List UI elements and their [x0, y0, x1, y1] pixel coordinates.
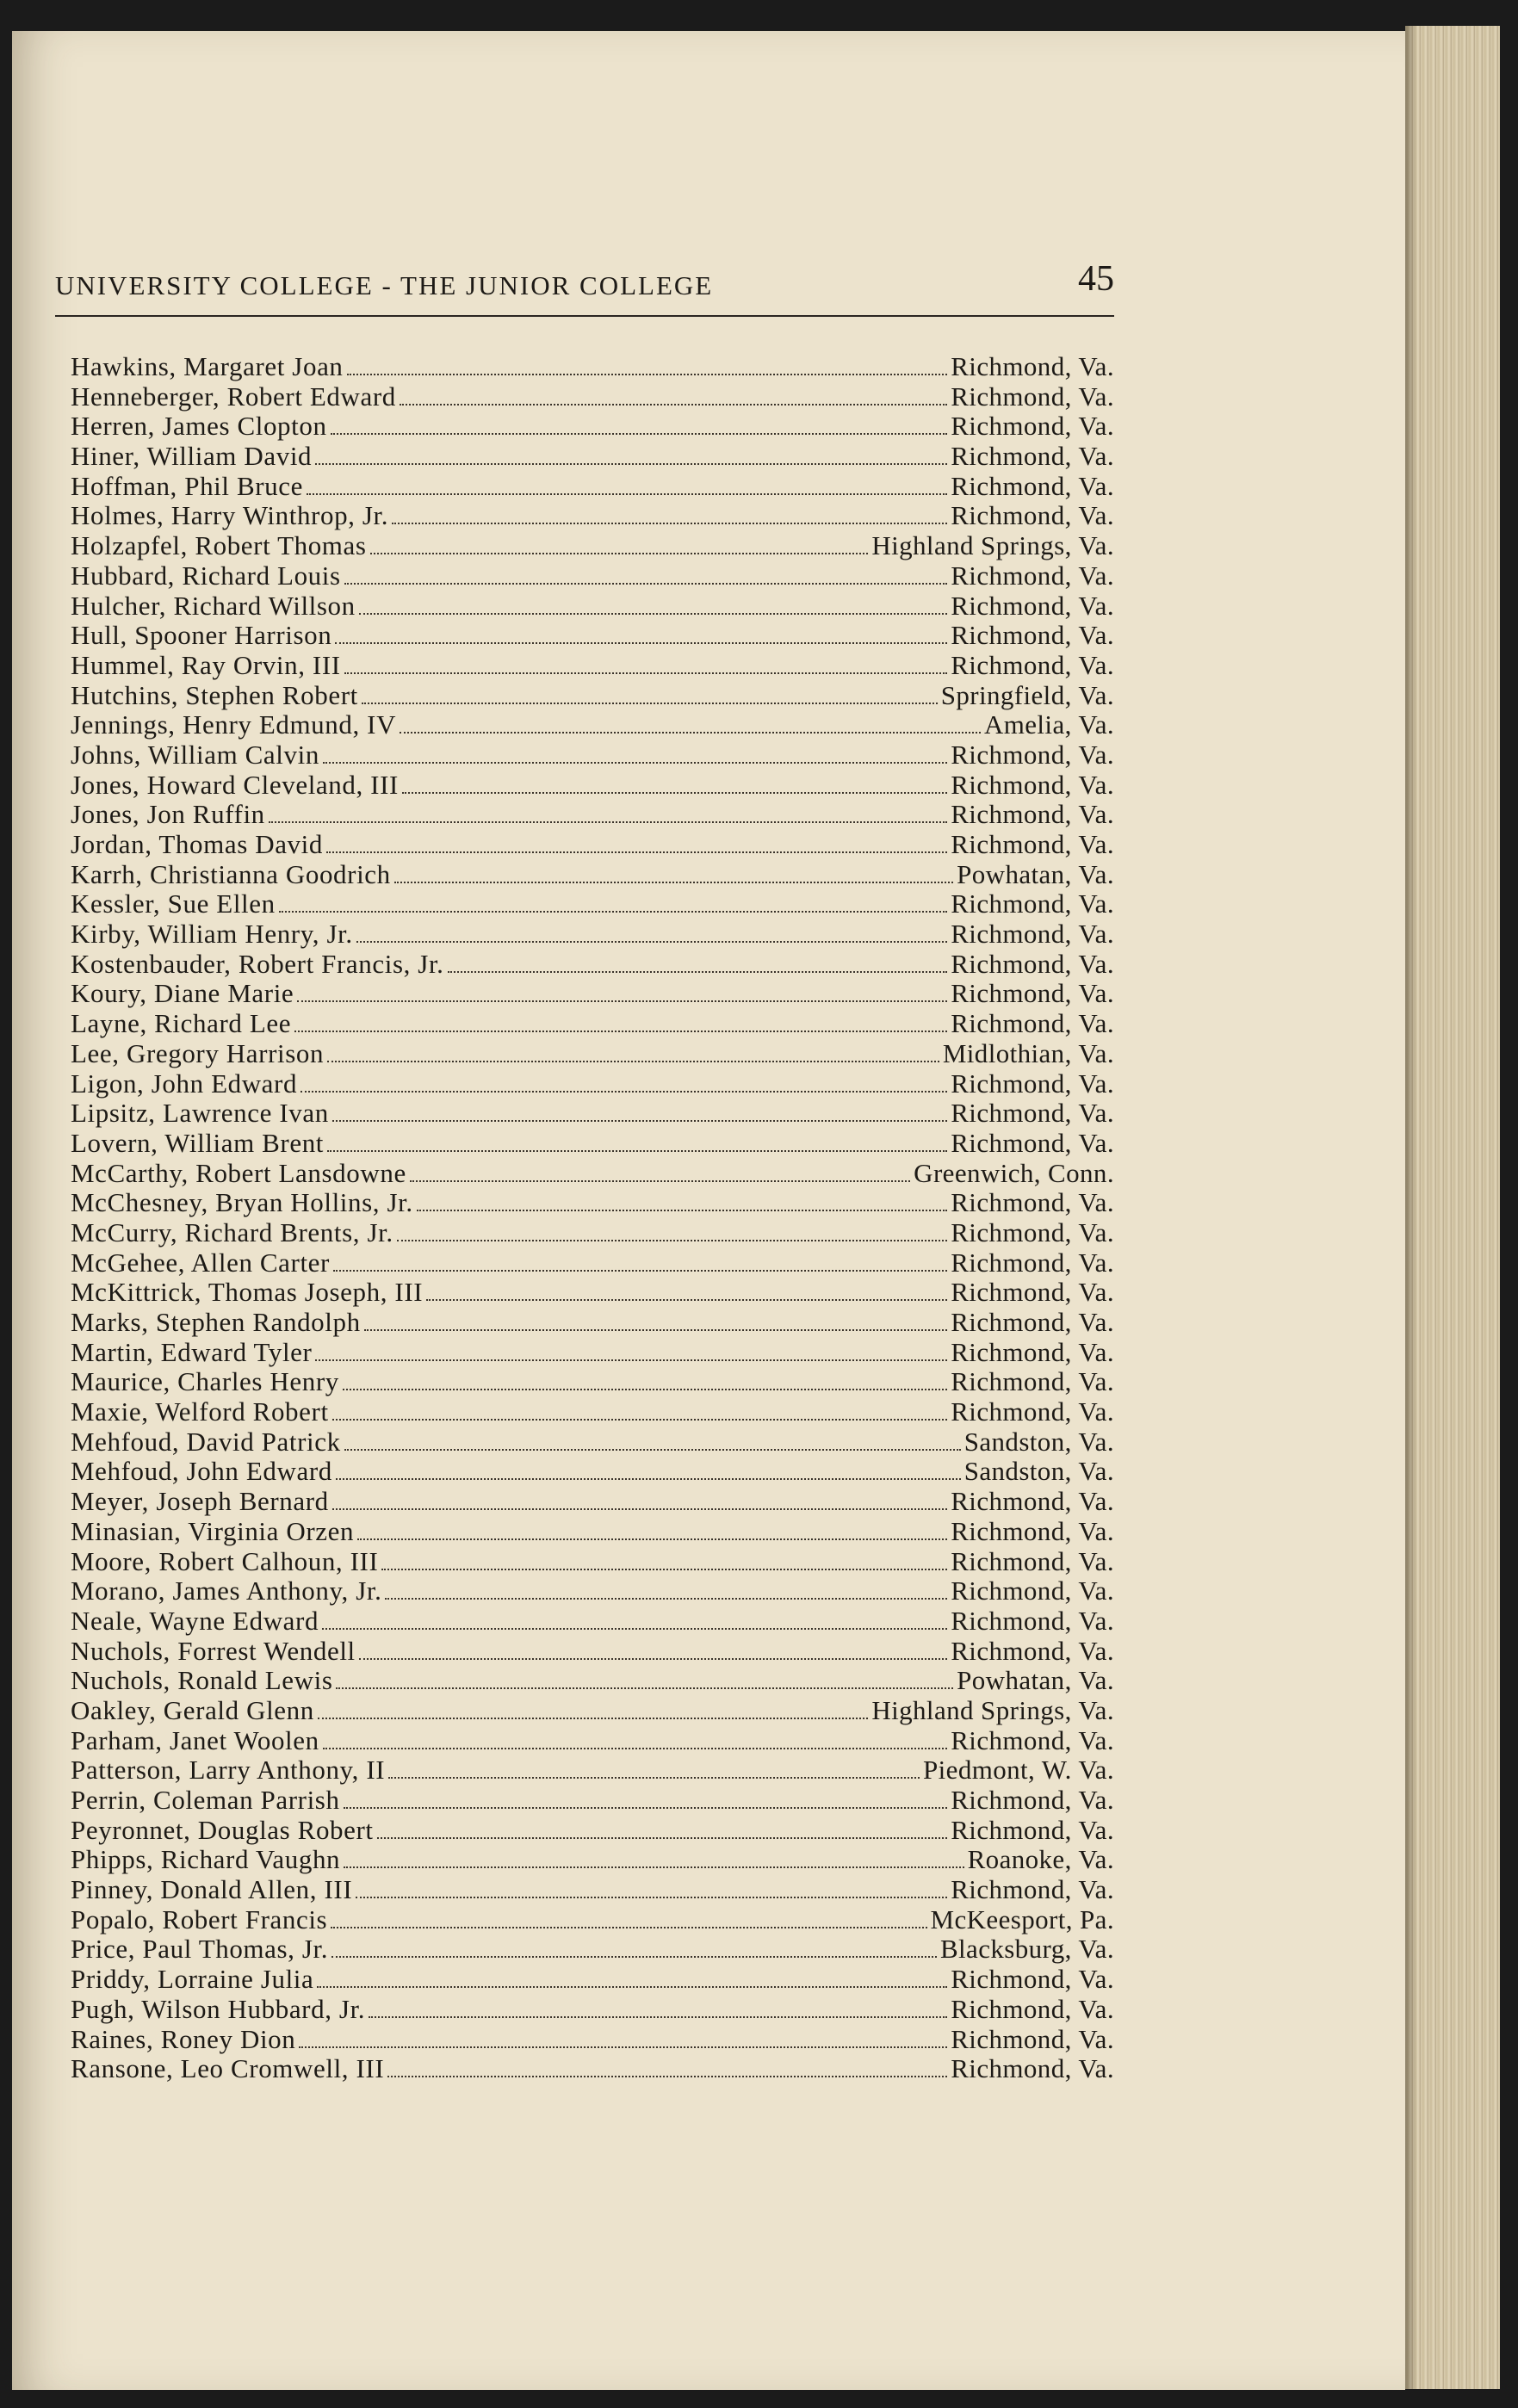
hometown: Richmond, Va. — [951, 769, 1114, 800]
list-item — [71, 1098, 1114, 1128]
list-item — [71, 1277, 1114, 1307]
dot-leader — [327, 1149, 947, 1152]
dot-leader — [331, 1955, 937, 1958]
dot-leader — [400, 403, 947, 405]
hometown: Richmond, Va. — [951, 411, 1114, 442]
hometown: Richmond, Va. — [951, 560, 1114, 591]
list-item — [71, 560, 1114, 591]
student-name: Kirby, William Henry, Jr. — [71, 919, 353, 950]
student-name: Parham, Janet Woolen — [71, 1724, 319, 1755]
list-item — [71, 1427, 1114, 1457]
dot-leader — [369, 2015, 947, 2018]
dot-leader — [359, 1657, 947, 1660]
dot-leader — [332, 1418, 948, 1421]
list-item — [71, 1307, 1114, 1337]
hometown: Richmond, Va. — [951, 1187, 1114, 1218]
student-name: Johns, William Calvin — [71, 739, 319, 770]
dot-leader — [448, 970, 948, 973]
hometown: Richmond, Va. — [951, 1575, 1114, 1606]
student-name: Ligon, John Edward — [71, 1068, 298, 1099]
dot-leader — [343, 1388, 947, 1390]
hometown: Piedmont, W. Va. — [923, 1755, 1114, 1786]
header-title: UNIVERSITY COLLEGE - THE JUNIOR COLLEGE — [55, 270, 714, 300]
student-name: Maxie, Welford Robert — [71, 1396, 329, 1427]
dot-leader — [356, 940, 948, 943]
hometown: Sandston, Va. — [963, 1456, 1114, 1487]
dot-leader — [322, 1627, 947, 1630]
list-item — [71, 1008, 1114, 1038]
dot-leader — [333, 1269, 947, 1272]
list-item — [71, 1068, 1114, 1099]
student-name: Jordan, Thomas David — [71, 829, 323, 859]
dot-leader — [326, 851, 947, 853]
student-name: Popalo, Robert Francis — [71, 1903, 328, 1934]
hometown: Powhatan, Va. — [957, 858, 1114, 889]
student-name: Lee, Gregory Harrison — [71, 1037, 325, 1068]
dot-leader — [327, 1060, 939, 1062]
list-item — [71, 1158, 1114, 1188]
list-item — [71, 949, 1114, 979]
hometown: Richmond, Va. — [951, 739, 1114, 770]
dot-leader — [331, 1926, 926, 1928]
student-name: Neale, Wayne Edward — [71, 1605, 319, 1636]
student-name: Marks, Stephen Randolph — [71, 1307, 361, 1337]
list-item — [71, 1785, 1114, 1815]
page-number: 45 — [1078, 259, 1114, 299]
student-name: Karrh, Christianna Goodrich — [71, 858, 391, 889]
dot-leader — [392, 522, 947, 524]
book-page-edges — [1405, 26, 1500, 2389]
list-item — [71, 1665, 1114, 1695]
list-item — [71, 770, 1114, 800]
student-name: Hutchins, Stephen Robert — [71, 679, 358, 710]
student-name: Hummel, Ray Orvin, III — [71, 649, 341, 680]
dot-leader — [336, 1477, 961, 1480]
student-name: Jones, Jon Ruffin — [71, 799, 265, 830]
student-name: Mehfoud, John Edward — [71, 1456, 332, 1487]
dot-leader — [385, 1597, 947, 1600]
dot-leader — [388, 1776, 920, 1779]
hometown: Richmond, Va. — [951, 441, 1114, 472]
list-item — [71, 1964, 1114, 1994]
dot-leader — [357, 1538, 947, 1540]
hometown: Richmond, Va. — [951, 1098, 1114, 1129]
list-item — [71, 1904, 1114, 1934]
student-name: Hawkins, Margaret Joan — [71, 351, 344, 381]
student-name: Hiner, William David — [71, 441, 313, 472]
hometown: Richmond, Va. — [951, 888, 1114, 919]
hometown: Richmond, Va. — [951, 649, 1114, 680]
list-item — [71, 381, 1114, 412]
list-item — [71, 351, 1114, 381]
hometown: Richmond, Va. — [951, 1874, 1114, 1905]
list-item — [71, 411, 1114, 441]
running-header — [55, 258, 1114, 310]
hometown: Richmond, Va. — [951, 470, 1114, 501]
hometown: Roanoke, Va. — [967, 1844, 1114, 1875]
hometown: Richmond, Va. — [951, 1216, 1114, 1247]
list-item — [71, 1187, 1114, 1217]
dot-leader — [336, 1687, 953, 1689]
hometown: Richmond, Va. — [951, 948, 1114, 979]
hometown: Blacksburg, Va. — [939, 1934, 1114, 1965]
dot-leader — [344, 672, 948, 674]
student-name: Hoffman, Phil Bruce — [71, 470, 303, 501]
student-name: Lipsitz, Lawrence Ivan — [71, 1098, 329, 1129]
list-item — [71, 1396, 1114, 1427]
dot-leader — [317, 1985, 947, 1988]
student-directory-list — [71, 351, 1114, 2083]
page-edge-shadow — [1405, 26, 1417, 2389]
student-name: Martin, Edward Tyler — [71, 1336, 313, 1367]
dot-leader — [381, 1568, 947, 1570]
hometown: Richmond, Va. — [951, 1964, 1114, 1995]
dot-leader — [294, 1030, 947, 1032]
hometown: Richmond, Va. — [951, 1336, 1114, 1367]
list-item — [71, 799, 1114, 829]
list-item — [71, 1575, 1114, 1606]
hometown: Richmond, Va. — [951, 1068, 1114, 1099]
hometown: Richmond, Va. — [951, 829, 1114, 859]
hometown: Richmond, Va. — [951, 2023, 1114, 2054]
student-name: McKittrick, Thomas Joseph, III — [71, 1277, 424, 1308]
list-item — [71, 530, 1114, 560]
dot-leader — [301, 1090, 947, 1093]
dot-leader — [387, 2075, 947, 2077]
student-name: Koury, Diane Marie — [71, 978, 294, 1009]
dot-leader — [299, 2046, 947, 2048]
hometown: Richmond, Va. — [951, 1635, 1114, 1666]
student-name: Perrin, Coleman Parrish — [71, 1785, 340, 1815]
dot-leader — [344, 582, 948, 585]
student-name: Hull, Spooner Harrison — [71, 620, 332, 651]
dot-leader — [356, 1896, 947, 1898]
student-name: Hulcher, Richard Willson — [71, 590, 356, 621]
hometown: Richmond, Va. — [951, 919, 1114, 950]
student-name: Moore, Robert Calhoun, III — [71, 1545, 379, 1576]
hometown: Richmond, Va. — [951, 1515, 1114, 1546]
hometown: Richmond, Va. — [951, 1545, 1114, 1576]
list-item — [71, 1337, 1114, 1367]
list-item — [71, 859, 1114, 889]
list-item — [71, 1755, 1114, 1785]
student-name: Pinney, Donald Allen, III — [71, 1874, 353, 1905]
dot-leader — [370, 552, 869, 554]
dot-leader — [362, 702, 938, 704]
hometown: Richmond, Va. — [951, 381, 1114, 412]
list-item — [71, 680, 1114, 710]
list-item — [71, 829, 1114, 859]
student-name: McCurry, Richard Brents, Jr. — [71, 1216, 393, 1247]
hometown: McKeesport, Pa. — [930, 1903, 1114, 1934]
hometown: Richmond, Va. — [951, 2053, 1114, 2084]
hometown: Richmond, Va. — [951, 978, 1114, 1009]
student-name: McGehee, Allen Carter — [71, 1247, 330, 1278]
dot-leader — [269, 820, 947, 823]
hometown: Richmond, Va. — [951, 1814, 1114, 1845]
hometown: Richmond, Va. — [951, 799, 1114, 830]
student-name: Mehfoud, David Patrick — [71, 1426, 341, 1457]
student-name: Priddy, Lorraine Julia — [71, 1964, 314, 1995]
hometown: Richmond, Va. — [951, 1993, 1114, 2024]
dot-leader — [335, 641, 947, 644]
dot-leader — [344, 1866, 963, 1868]
dot-leader — [377, 1836, 948, 1839]
dot-leader — [397, 1239, 948, 1241]
list-item — [71, 1844, 1114, 1874]
list-item — [71, 1934, 1114, 1964]
dot-leader — [315, 1359, 947, 1361]
dot-leader — [402, 791, 947, 794]
list-item — [71, 1695, 1114, 1725]
hometown: Richmond, Va. — [951, 1366, 1114, 1397]
student-name: Layne, Richard Lee — [71, 1008, 292, 1039]
student-name: Peyronnet, Douglas Robert — [71, 1814, 374, 1845]
list-item — [71, 2053, 1114, 2083]
list-item — [71, 1874, 1114, 1904]
list-item — [71, 1994, 1114, 2024]
student-name: Lovern, William Brent — [71, 1127, 325, 1158]
student-name: McChesney, Bryan Hollins, Jr. — [71, 1187, 413, 1218]
list-item — [71, 1516, 1114, 1546]
student-name: Herren, James Clopton — [71, 411, 327, 442]
list-item — [71, 441, 1114, 471]
student-name: Ransone, Leo Cromwell, III — [71, 2053, 385, 2084]
dot-leader — [323, 761, 947, 764]
list-item — [71, 1725, 1114, 1755]
list-item — [71, 888, 1114, 919]
student-name: Holzapfel, Robert Thomas — [71, 530, 367, 561]
dot-leader — [410, 1179, 910, 1182]
hometown: Richmond, Va. — [951, 1247, 1114, 1278]
list-item — [71, 500, 1114, 530]
hometown: Richmond, Va. — [951, 1127, 1114, 1158]
list-item — [71, 978, 1114, 1008]
dot-leader — [332, 1507, 947, 1510]
dot-leader — [344, 1448, 961, 1451]
hometown: Richmond, Va. — [951, 1605, 1114, 1636]
student-name: Raines, Roney Dion — [71, 2023, 296, 2054]
dot-leader — [426, 1298, 947, 1301]
dot-leader — [323, 1747, 948, 1749]
dot-leader — [400, 731, 981, 734]
list-item — [71, 740, 1114, 770]
student-name: Holmes, Harry Winthrop, Jr. — [71, 500, 389, 531]
student-name: Nuchols, Forrest Wendell — [71, 1635, 356, 1666]
student-name: Nuchols, Ronald Lewis — [71, 1665, 333, 1696]
student-name: Morano, James Anthony, Jr. — [71, 1575, 382, 1606]
student-name: Minasian, Virginia Orzen — [71, 1515, 355, 1546]
list-item — [71, 1486, 1114, 1516]
hometown: Richmond, Va. — [951, 351, 1114, 381]
dot-leader — [364, 1328, 948, 1331]
hometown: Highland Springs, Va. — [871, 1694, 1114, 1725]
student-name: McCarthy, Robert Lansdowne — [71, 1157, 406, 1188]
list-item — [71, 591, 1114, 621]
list-item — [71, 1546, 1114, 1576]
hometown: Amelia, Va. — [983, 709, 1114, 740]
dot-leader — [394, 881, 953, 883]
hometown: Richmond, Va. — [951, 1724, 1114, 1755]
hometown: Highland Springs, Va. — [871, 530, 1114, 561]
dot-leader — [332, 1119, 947, 1122]
list-item — [71, 1606, 1114, 1636]
list-item — [71, 1217, 1114, 1247]
hometown: Springfield, Va. — [940, 679, 1114, 710]
dot-leader — [279, 910, 948, 913]
list-item — [71, 1456, 1114, 1486]
student-name: Hubbard, Richard Louis — [71, 560, 341, 591]
dot-leader — [315, 462, 947, 465]
list-item — [71, 650, 1114, 680]
dot-leader — [307, 492, 947, 495]
dot-leader — [318, 1717, 868, 1719]
hometown: Richmond, Va. — [951, 1396, 1114, 1427]
hometown: Greenwich, Conn. — [914, 1157, 1114, 1188]
list-item — [71, 1366, 1114, 1396]
dot-leader — [417, 1209, 948, 1211]
hometown: Sandston, Va. — [963, 1426, 1114, 1457]
student-name: Kostenbauder, Robert Francis, Jr. — [71, 948, 444, 979]
hometown: Richmond, Va. — [951, 1307, 1114, 1337]
student-name: Jones, Howard Cleveland, III — [71, 769, 399, 800]
hometown: Richmond, Va. — [951, 500, 1114, 531]
list-item — [71, 471, 1114, 501]
student-name: Pugh, Wilson Hubbard, Jr. — [71, 1993, 366, 2024]
list-item — [71, 1636, 1114, 1666]
list-item — [71, 1038, 1114, 1068]
student-name: Oakley, Gerald Glenn — [71, 1694, 314, 1725]
hometown: Richmond, Va. — [951, 590, 1114, 621]
student-name: Maurice, Charles Henry — [71, 1366, 339, 1397]
hometown: Richmond, Va. — [951, 1008, 1114, 1039]
student-name: Phipps, Richard Vaughn — [71, 1844, 341, 1875]
student-name: Patterson, Larry Anthony, II — [71, 1755, 386, 1786]
student-name: Meyer, Joseph Bernard — [71, 1486, 329, 1517]
list-item — [71, 1128, 1114, 1158]
list-item — [71, 709, 1114, 740]
header-rule — [55, 315, 1114, 317]
student-name: Henneberger, Robert Edward — [71, 381, 396, 412]
student-name: Price, Paul Thomas, Jr. — [71, 1934, 329, 1965]
list-item — [71, 2024, 1114, 2054]
hometown: Richmond, Va. — [951, 620, 1114, 651]
list-item — [71, 919, 1114, 949]
list-item — [71, 1815, 1114, 1845]
list-item — [71, 1247, 1114, 1278]
dot-leader — [344, 1806, 948, 1809]
hometown: Midlothian, Va. — [942, 1037, 1114, 1068]
student-name: Kessler, Sue Ellen — [71, 888, 276, 919]
hometown: Richmond, Va. — [951, 1486, 1114, 1517]
dot-leader — [359, 612, 947, 615]
hometown: Richmond, Va. — [951, 1277, 1114, 1308]
dot-leader — [331, 432, 948, 435]
dot-leader — [347, 373, 948, 375]
hometown: Powhatan, Va. — [957, 1665, 1114, 1696]
dot-leader — [297, 1000, 947, 1002]
list-item — [71, 620, 1114, 650]
hometown: Richmond, Va. — [951, 1785, 1114, 1815]
student-name: Jennings, Henry Edmund, IV — [71, 709, 397, 740]
